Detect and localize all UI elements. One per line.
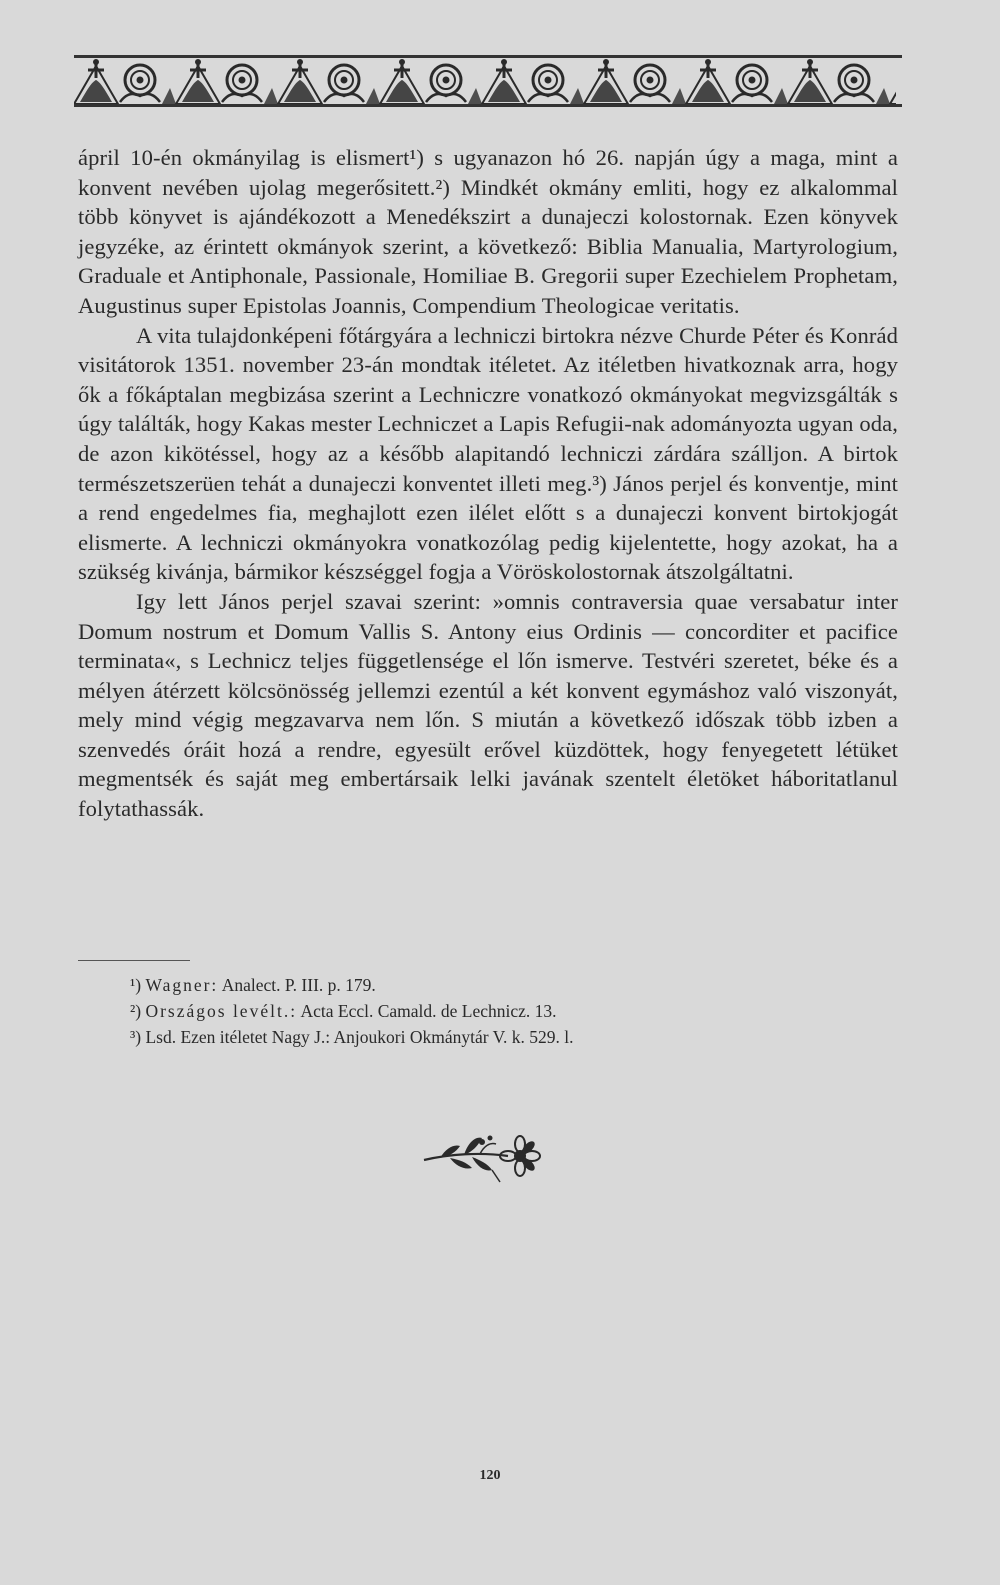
body-text — [78, 143, 898, 824]
floral-vignette-icon — [420, 1120, 550, 1190]
footnote-text: Analect. P. III. p. 179. — [221, 975, 376, 995]
footnote-1 — [130, 972, 890, 998]
page-number: 120 — [479, 1468, 501, 1483]
paragraph-2: A vita tulajdonképeni főtárgyára a lechniczi birtokra nézve Churde Péter és Konrád visitátorok 1351. november 23-án mondtak itéletet. Az itéletben hivatkoznak arra, hogy ők a főkáptalan megbizása szerint a Lechniczre vonatkozó okmányokat megvizsgálták s úgy találták, hogy Kakas mester Lechniczet a Lapis Refugii-nak adományozta ugyan oda, de azon kikötéssel, hogy az a később alapitandó lechniczi zárdára szálljon. A birtok természetszerüen tehát a dunajeczi konventet illeti meg.³) János perjel és konventje, mint a rend engedelmes fia, meghajlott ezen ilélet előtt s a dunajeczi konvent birtokjogát elismerte. A lechniczi okmányokra vonatkozólag pedig kijelentette, hogy azokat, ha a szükség kivánja, bármikor készséggel fogja a Vöröskolostornak átszolgáltatni. — [78, 322, 898, 585]
footnote-mark: ²) — [130, 1001, 142, 1021]
floral-border-icon — [74, 58, 896, 104]
footnote-mark: ³) — [130, 1027, 142, 1047]
footnote-author: Országos levélt.: — [145, 1001, 298, 1021]
paragraph-3: Igy lett János perjel szavai szerint: »omnis contraversia quae versabatur inter Domum nostrum et Domum Vallis S. Antony eius Ordinis — concorditer et pacifice terminata«, s Lechnicz teljes függetlensége el lőn ismerve. Testvéri szeretet, béke és a mélyen átérzett kölcsönösség jellemzi ezentúl a két konvent egymáshoz való viszonyát, mely mind végig megzavarva nem lőn. S miután a következő időszak több izben a szenvedés óráit hozá a rendre, egyesült erővel küzdöttek, hogy fenyegetett létüket megmentsék és saját meg embertársaik lelki javának szentelt életöket háboritatlanul folytathassák. — [78, 588, 898, 822]
footnotes — [130, 972, 890, 1050]
footnote-separator — [78, 960, 190, 961]
footnote-text: Lsd. Ezen itéletet Nagy J.: Anjoukori Okmánytár V. k. 529. l. — [145, 1027, 574, 1047]
footnote-mark: ¹) — [130, 975, 142, 995]
footnote-3 — [130, 1024, 890, 1050]
ornamental-header-band — [74, 55, 902, 107]
paragraph-1: ápril 10-én okmányilag is elismert¹) s ugyanazon hó 26. napján úgy a maga, mint a konvent nevében ujolag megerősitett.²) Mindkét okmány emliti, hogy ez alkalommal több könyvet is ajándékozott a Menedékszirt a dunajeczi kolostornak. Ezen könyvek jegyzéke, az érintett okmányok szerint, a következő: Biblia Manualia, Martyrologium, Graduale et Antiphonale, Passionale, Homiliae B. Gregorii super Ezechielem Prophetam, Augustinus super Epistolas Joannis, Compendium Theologicae veritatis. — [78, 145, 898, 318]
footnote-2 — [130, 998, 890, 1024]
footnote-author: Wagner: — [145, 975, 219, 995]
footnote-text: Acta Eccl. Camald. de Lechnicz. 13. — [300, 1001, 557, 1021]
